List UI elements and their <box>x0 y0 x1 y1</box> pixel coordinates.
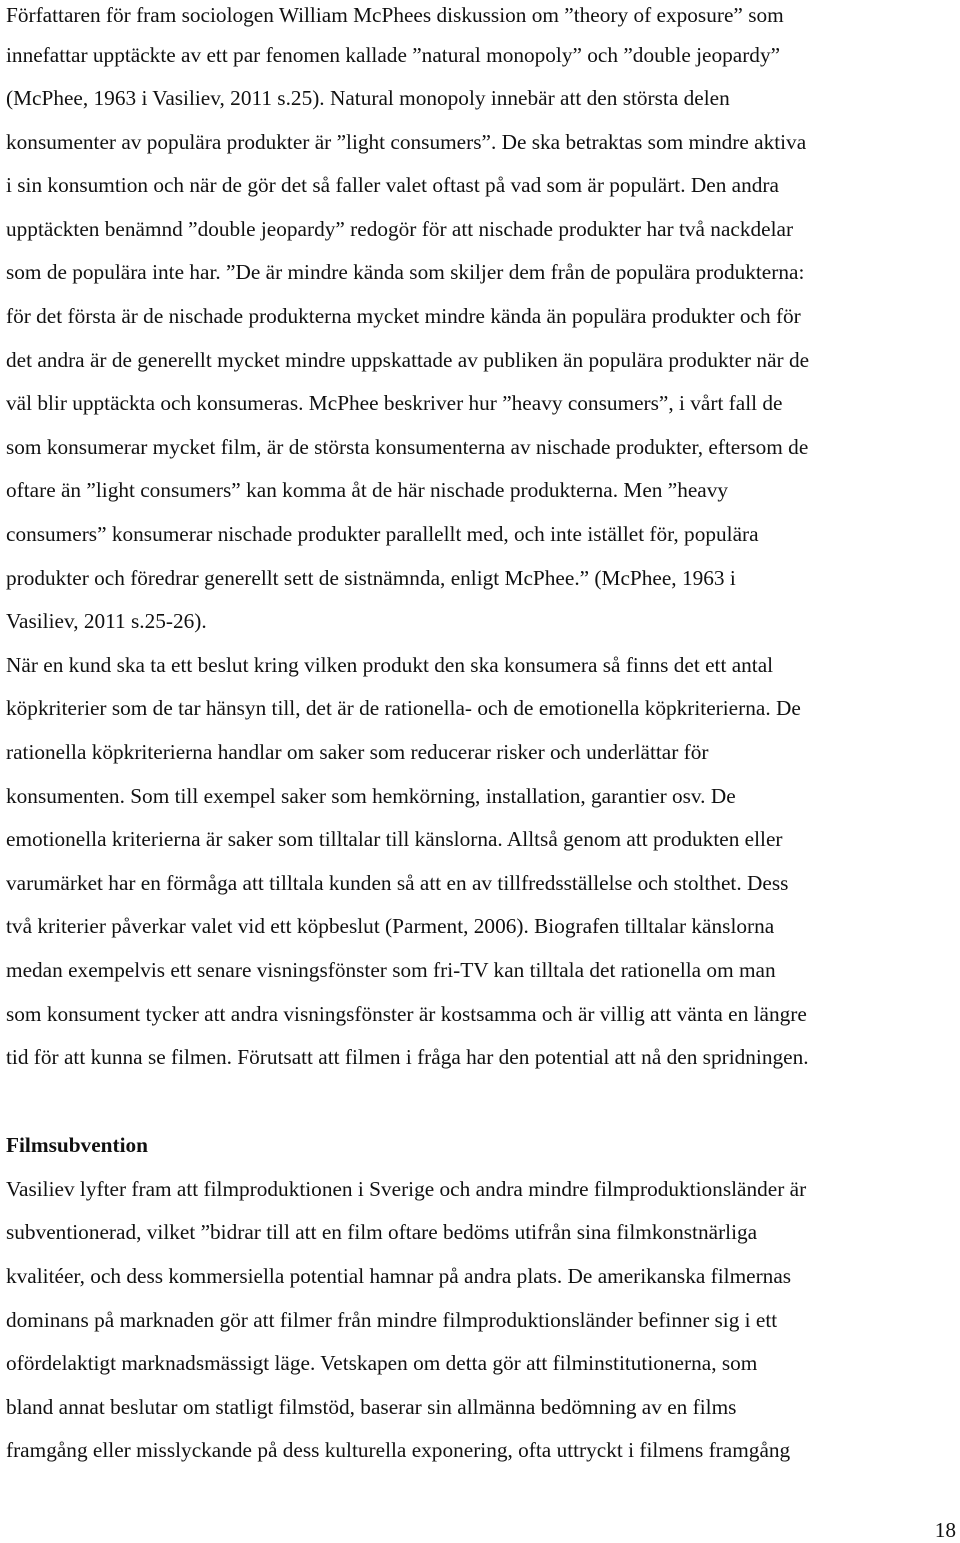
text-line: innefattar upptäckte av ett par fenomen kallade ”natural monopoly” och ”double jeopardy” <box>6 43 781 67</box>
text-line: rationella köpkriterierna handlar om saker som reducerar risker och underlättar för <box>6 740 709 764</box>
text-line: emotionella kriterierna är saker som tilltalar till känslorna. Alltså genom att produkten eller <box>6 827 783 851</box>
text-line: det andra är de generellt mycket mindre uppskattade av publiken än populära produkter när de <box>6 348 810 372</box>
text-line: framgång eller misslyckande på dess kulturella exponering, ofta uttryckt i filmens framgång <box>6 1438 791 1462</box>
text-line: (McPhee, 1963 i Vasiliev, 2011 s.25). Natural monopoly innebär att den största delen <box>6 86 730 110</box>
text-line: När en kund ska ta ett beslut kring vilken produkt den ska konsumera så finns det ett antal <box>6 653 774 677</box>
text-line: för det första är de nischade produkterna mycket mindre kända än populära produkter och för <box>6 304 801 328</box>
text-line: Vasiliev, 2011 s.25-26). <box>6 609 207 633</box>
page-number: 18 <box>934 1518 956 1542</box>
text-line: kvalitéer, och dess kommersiella potential hamnar på andra plats. De amerikanska filmernas <box>6 1264 792 1288</box>
text-line: konsumenten. Som till exempel saker som hemkörning, installation, garantier osv. De <box>6 784 736 808</box>
text-line: i sin konsumtion och när de gör det så faller valet oftast på vad som är populärt. Den andra <box>6 173 779 197</box>
text-line: som konsument tycker att andra visningsfönster är kostsamma och är villig att vänta en längre <box>6 1002 807 1026</box>
text-line: dominans på marknaden gör att filmer från mindre filmproduktionsländer befinner sig i ett <box>6 1308 778 1332</box>
text-line: Vasiliev lyfter fram att filmproduktionen i Sverige och andra mindre filmproduktionsländer är <box>6 1177 807 1201</box>
text-line: väl blir upptäckta och konsumeras. McPhee beskriver hur ”heavy consumers”, i vårt fall de <box>6 391 783 415</box>
section-heading: Filmsubvention <box>6 1133 149 1157</box>
text-line: subventionerad, vilket ”bidrar till att en film oftare bedöms utifrån sina filmkonstnärliga <box>6 1220 758 1244</box>
text-line: köpkriterier som de tar hänsyn till, det är de rationella- och de emotionella köpkriterierna. De <box>6 696 801 720</box>
text-line: Författaren för fram sociologen William McPhees diskussion om ”theory of exposure” som <box>6 3 784 27</box>
text-line: tid för att kunna se filmen. Förutsatt att filmen i fråga har den potential att nå den spridningen. <box>6 1045 809 1069</box>
text-line: två kriterier påverkar valet vid ett köpbeslut (Parment, 2006). Biografen tilltalar känslorna <box>6 914 775 938</box>
text-line: consumers” konsumerar nischade produkter parallellt med, och inte istället för, populära <box>6 522 759 546</box>
text-line: bland annat beslutar om statligt filmstöd, baserar sin allmänna bedömning av en films <box>6 1395 737 1419</box>
text-line: oftare än ”light consumers” kan komma åt de här nischade produkterna. Men ”heavy <box>6 478 729 502</box>
text-line: konsumenter av populära produkter är ”light consumers”. De ska betraktas som mindre aktiva <box>6 130 807 154</box>
text-line: medan exempelvis ett senare visningsfönster som fri-TV kan tilltala det rationella om man <box>6 958 776 982</box>
text-line: produkter och föredrar generellt sett de sistnämnda, enligt McPhee.” (McPhee, 1963 i <box>6 566 736 590</box>
text-line: som konsumerar mycket film, är de största konsumenterna av nischade produkter, eftersom de <box>6 435 809 459</box>
text-line: ofördelaktigt marknadsmässigt läge. Vetskapen om detta gör att filminstitutionerna, som <box>6 1351 758 1375</box>
text-line: som de populära inte har. ”De är mindre kända som skiljer dem från de populära produkterna: <box>6 260 805 284</box>
text-line: upptäckten benämnd ”double jeopardy” redogör för att nischade produkter har två nackdelar <box>6 217 794 241</box>
text-line: varumärket har en förmåga att tilltala kunden så att en av tillfredsställelse och stolthet. Dess <box>6 871 789 895</box>
